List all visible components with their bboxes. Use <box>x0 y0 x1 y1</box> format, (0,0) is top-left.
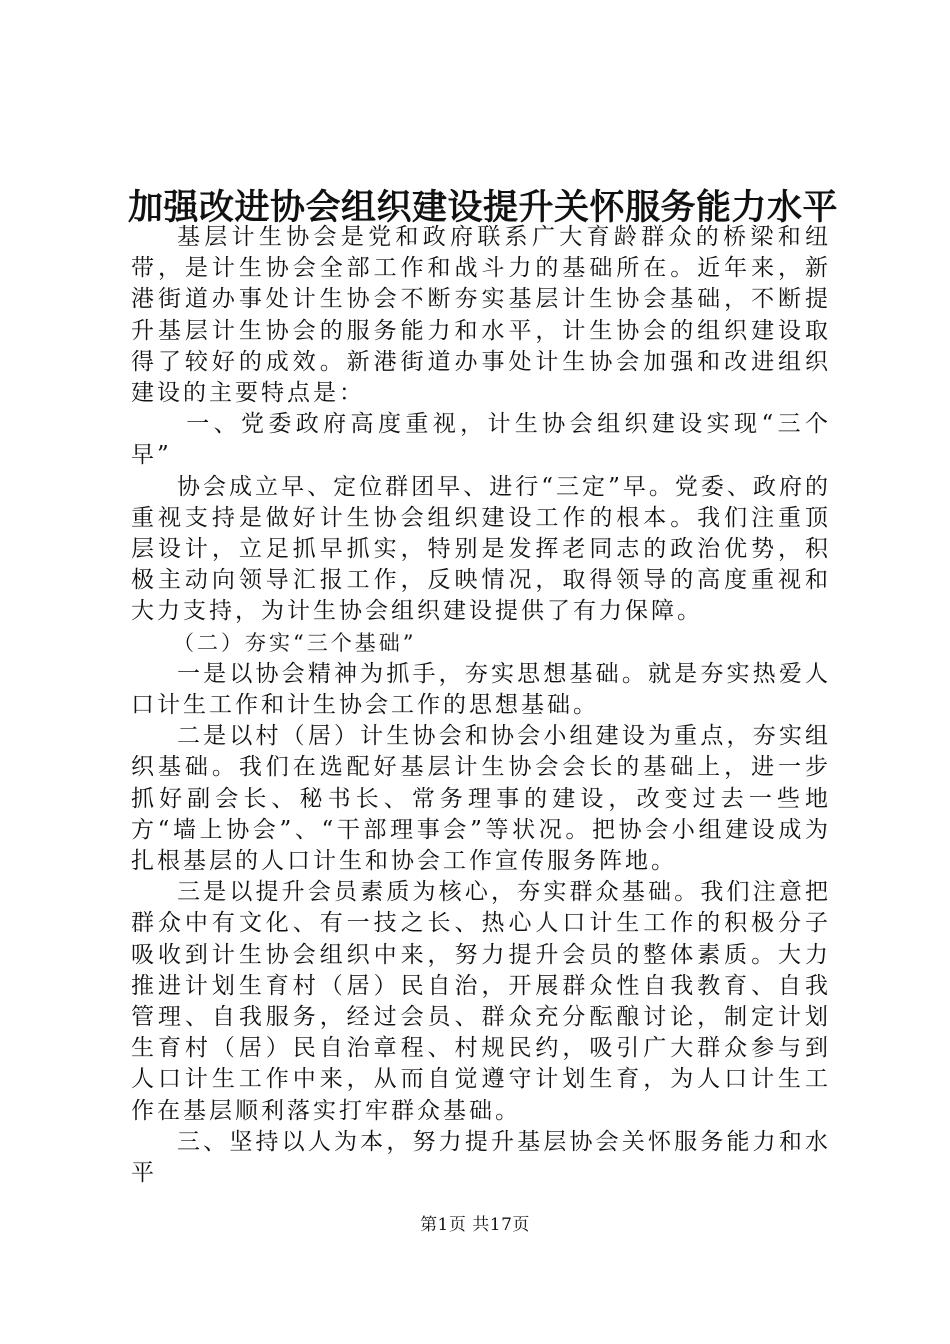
intro-paragraph: 基层计生协会是党和政府联系广大育龄群众的桥梁和纽带，是计生协会全部工作和战斗力的基础所在。近年来，新港街道办事处计生协会不断夯实基层计生协会基础，不断提升基层计生协会的服务能力和水平，计生协会的组织建设取得了较好的成效。新港街道办事处计生协会加强和改进组织建设的主要特点是： <box>131 224 831 407</box>
page-footer: 第1页 共17页 <box>420 1215 530 1235</box>
body-paragraph: 一是以协会精神为抓手，夯实思想基础。就是夯实热爱人口计生工作和计生协会工作的思想基础。 <box>131 660 831 719</box>
body-paragraph: 二是以村（居）计生协会和协会小组建设为重点，夯实组织基础。我们在选配好基层计生协会会长的基础上，进一步抓好副会长、秘书长、常务理事的建设，改变过去一些地方“墙上协会”、“干部理事会”等状况。把协会小组建设成为扎根基层的人口计生和协会工作宣传服务阵地。 <box>131 723 831 875</box>
body-paragraph: 协会成立早、定位群团早、进行“三定”早。党委、政府的重视支持是做好计生协会组织建设工作的根本。我们注重顶层设计，立足抓早抓实，特别是发挥老同志的政治优势，积极主动向领导汇报工作，反映情况，取得领导的高度重视和大力支持，为计生协会组织建设提供了有力保障。 <box>131 473 831 625</box>
document-title: 加强改进协会组织建设提升关怀服务能力水平 <box>128 188 839 228</box>
document-body <box>131 222 831 1189</box>
body-paragraph: 三是以提升会员素质为核心，夯实群众基础。我们注意把群众中有文化、有一技之长、热心人口计生工作的积极分子吸收到计生协会组织中来，努力提升会员的整体素质。大力推进计划生育村（居）民自治，开展群众性自我教育、自我管理、自我服务，经过会员、群众充分酝酿讨论，制定计划生育村（居）民自治章程、村规民约，吸引广大群众参与到人口计生工作中来，从而自觉遵守计划生育，为人口计生工作在基层顺利落实打牢群众基础。 <box>131 879 831 1124</box>
section-heading-2: （二）夯实“三个基础” <box>173 630 417 655</box>
section-heading-1: 一、党委政府高度重视，计生协会组织建设实现“三个早” <box>131 411 831 469</box>
section-heading-3: 三、坚持以人为本，努力提升基层协会关怀服务能力和水平 <box>131 1128 831 1187</box>
